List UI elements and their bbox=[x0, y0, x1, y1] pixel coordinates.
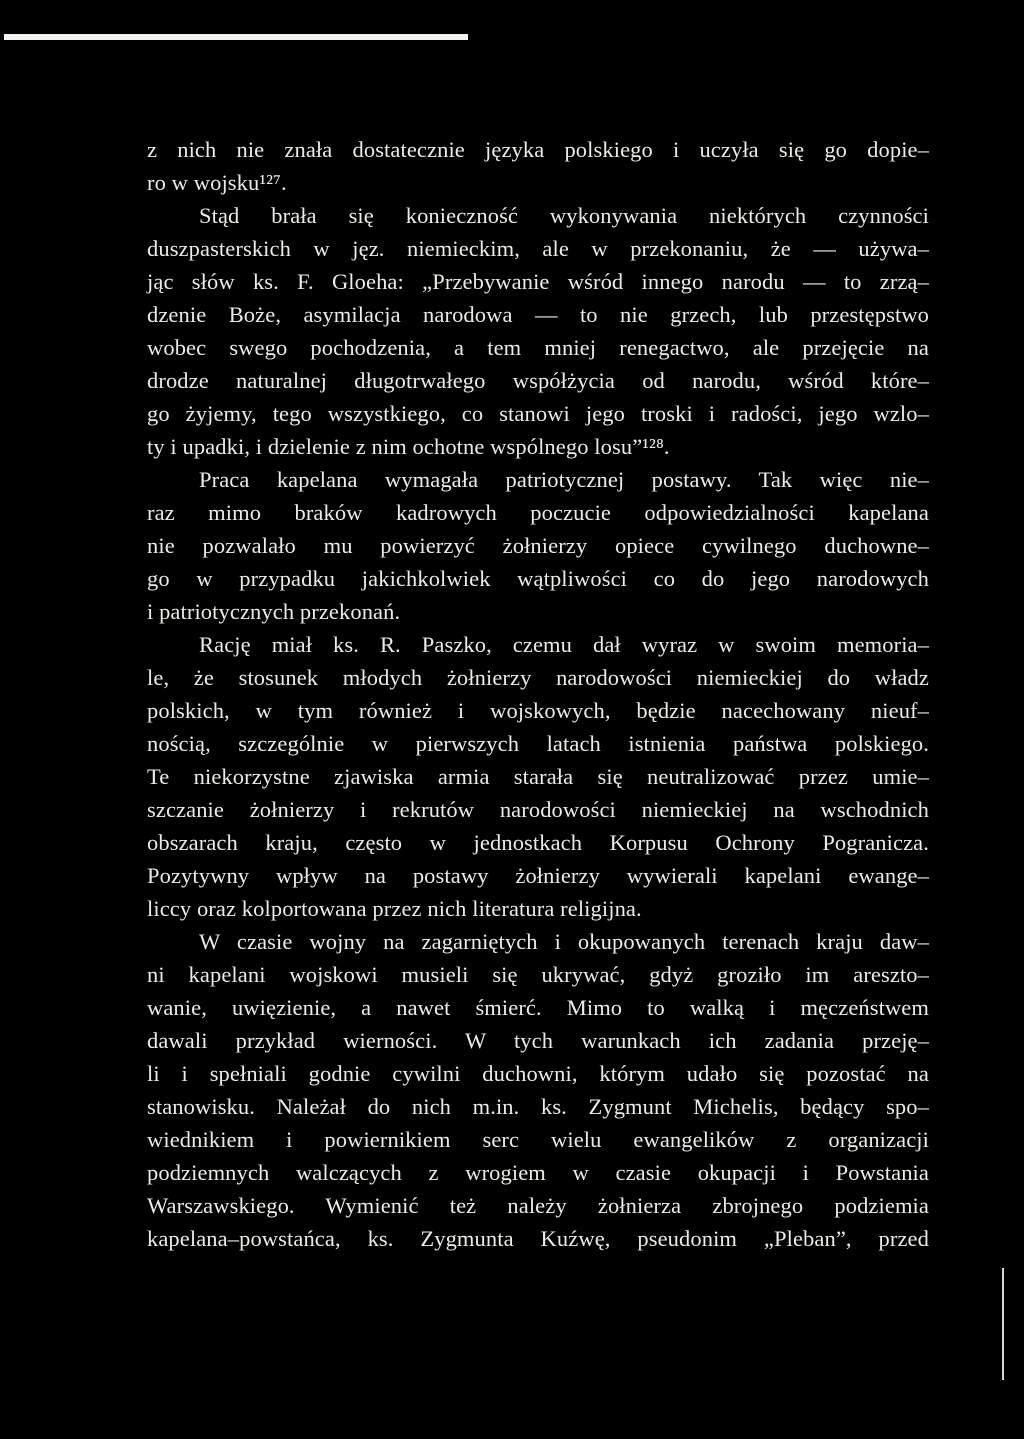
text-line: go w przypadku jakichkolwiek wątpliwości co do jego narodowych bbox=[147, 566, 929, 591]
text-line: Te niekorzystne zjawiska armia starała się neutralizować przez umie– bbox=[147, 764, 929, 789]
text-line: Pozytywny wpływ na postawy żołnierzy wywierali kapelani ewange– bbox=[147, 863, 929, 888]
text-line: dzenie Boże, asymilacja narodowa — to nie grzech, lub przestępstwo bbox=[147, 302, 929, 327]
text-line: stanowisku. Należał do nich m.in. ks. Zygmunt Michelis, będący spo– bbox=[147, 1094, 929, 1119]
text-line: wiednikiem i powiernikiem serc wielu ewangelików z organizacji bbox=[147, 1127, 929, 1152]
text-line: obszarach kraju, często w jednostkach Korpusu Ochrony Pogranicza. bbox=[147, 830, 929, 855]
text-line: polskich, w tym również i wojskowych, będzie nacechowany nieuf– bbox=[147, 698, 929, 723]
text-line: drodze naturalnej długotrwałego współżycia od narodu, wśród które– bbox=[147, 368, 929, 393]
text-line: i patriotycznych przekonań. bbox=[147, 599, 401, 624]
side-rule bbox=[1002, 1268, 1004, 1380]
text-line: wobec swego pochodzenia, a tem mniej renegactwo, ale przejęcie na bbox=[147, 335, 929, 360]
body-text bbox=[147, 133, 929, 1255]
text-line: nością, szczególnie w pierwszych latach istnienia państwa polskiego. bbox=[147, 731, 929, 756]
text-line: jąc słów ks. F. Gloeha: „Przebywanie wśród innego narodu — to zrzą– bbox=[147, 269, 929, 294]
text-line: ro w wojsku¹²⁷. bbox=[147, 170, 287, 195]
text-line: liccy oraz kolportowana przez nich literatura religijna. bbox=[147, 896, 642, 921]
text-line: ni kapelani wojskowi musieli się ukrywać, gdyż groziło im areszto– bbox=[147, 962, 929, 987]
text-line: Warszawskiego. Wymienić też należy żołnierza zbrojnego podziemia bbox=[147, 1193, 929, 1218]
text-line: dawali przykład wierności. W tych warunkach ich zadania przeję– bbox=[147, 1028, 929, 1053]
text-line: W czasie wojny na zagarniętych i okupowanych terenach kraju daw– bbox=[199, 929, 929, 954]
text-line: ty i upadki, i dzielenie z nim ochotne wspólnego losu”¹²⁸. bbox=[147, 434, 670, 459]
text-line: nie pozwalało mu powierzyć żołnierzy opiece cywilnego duchowne– bbox=[147, 533, 929, 558]
text-line: wanie, uwięzienie, a nawet śmierć. Mimo to walką i męczeństwem bbox=[147, 995, 929, 1020]
text-line: z nich nie znała dostatecznie języka polskiego i uczyła się go dopie– bbox=[147, 137, 929, 162]
text-line: kapelana–powstańca, ks. Zygmunta Kuźwę, pseudonim „Pleban”, przed bbox=[147, 1226, 929, 1251]
text-line: duszpasterskich w jęz. niemieckim, ale w przekonaniu, że — używa– bbox=[147, 236, 929, 261]
text-line: go żyjemy, tego wszystkiego, co stanowi jego troski i radości, jego wzlo– bbox=[147, 401, 929, 426]
text-line: li i spełniali godnie cywilni duchowni, którym udało się pozostać na bbox=[147, 1061, 929, 1086]
text-line: Rację miał ks. R. Paszko, czemu dał wyraz w swoim memoria– bbox=[199, 632, 929, 657]
top-rule bbox=[4, 34, 468, 40]
text-line: szczanie żołnierzy i rekrutów narodowości niemieckiej na wschodnich bbox=[147, 797, 929, 822]
text-line: raz mimo braków kadrowych poczucie odpowiedzialności kapelana bbox=[147, 500, 929, 525]
text-line: Stąd brała się konieczność wykonywania niektórych czynności bbox=[199, 203, 929, 228]
text-line: Praca kapelana wymagała patriotycznej postawy. Tak więc nie– bbox=[199, 467, 929, 492]
text-line: le, że stosunek młodych żołnierzy narodowości niemieckiej do władz bbox=[147, 665, 929, 690]
text-line: podziemnych walczących z wrogiem w czasie okupacji i Powstania bbox=[147, 1160, 929, 1185]
